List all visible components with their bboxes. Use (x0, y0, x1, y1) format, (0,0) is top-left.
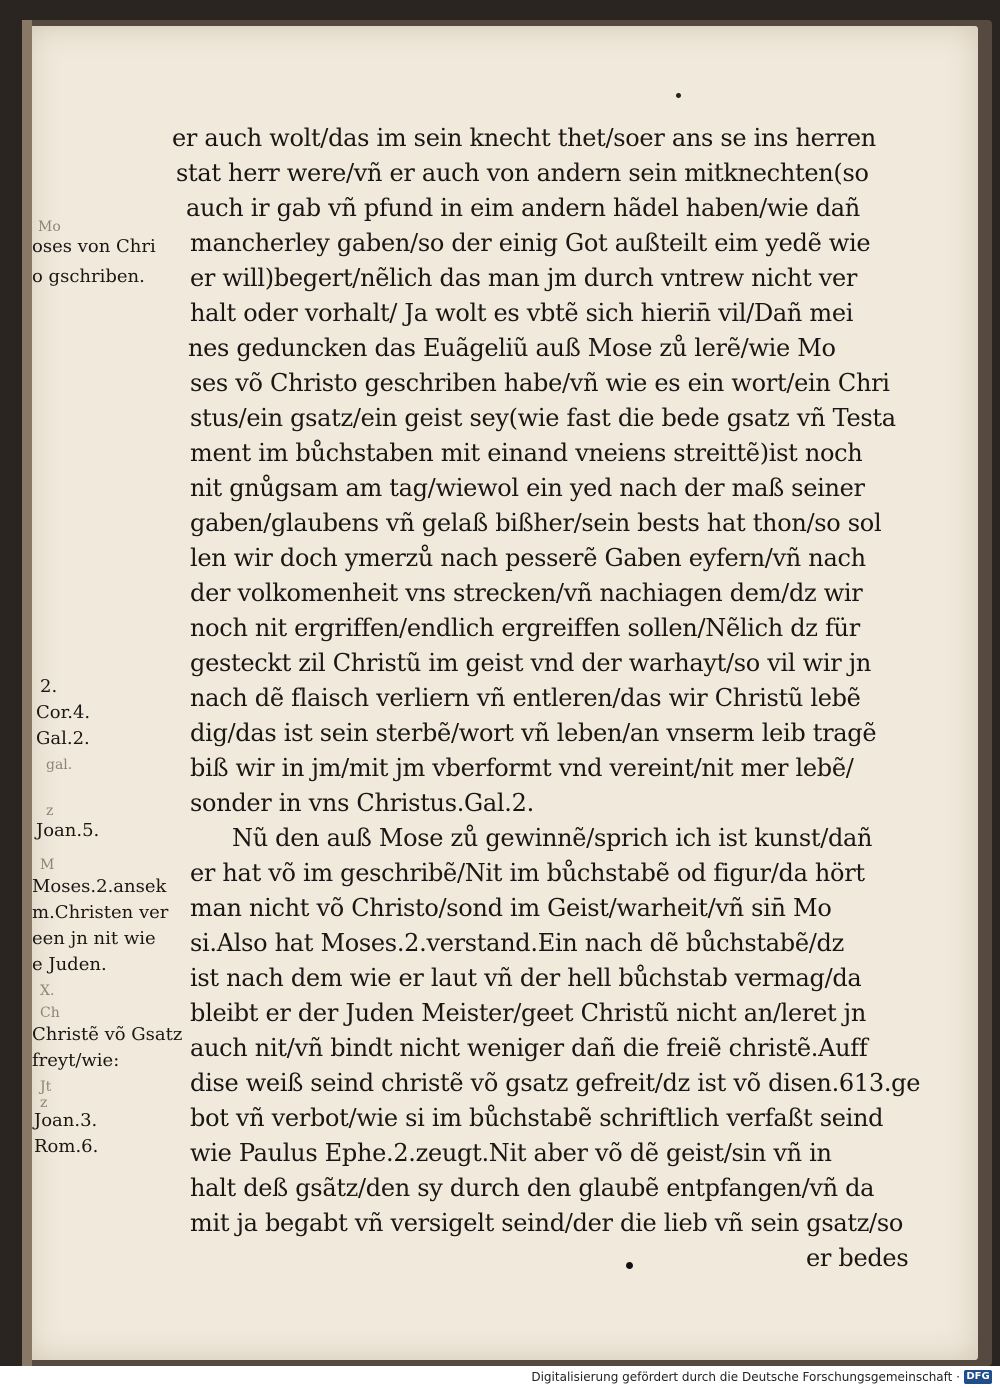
margin-note: Joan.3. (34, 1110, 98, 1131)
margin-note: z (46, 803, 54, 819)
margin-note: e Juden. (32, 954, 107, 975)
margin-note: freyt/wie: (32, 1050, 120, 1071)
text-line: sonder in vns Christus.Gal.2. (190, 789, 534, 817)
ink-dot (676, 93, 681, 98)
margin-note: X. (40, 983, 55, 999)
text-line: nes geduncken das Euãgeliũ auß Mose zů lerẽ/wie Mo (188, 334, 836, 362)
text-line: si.Also hat Moses.2.verstand.Ein nach dẽ bůchstabẽ/dz (190, 929, 844, 957)
text-line: bleibt er der Juden Meister/geet Christũ nicht an/leret jn (190, 999, 866, 1027)
text-line: bot vñ verbot/wie si im bůchstabẽ schriftlich verfaßt seind (190, 1104, 884, 1132)
text-line: er hat võ im geschribẽ/Nit im bůchstabẽ od figur/da hört (190, 859, 865, 887)
margin-note: Rom.6. (34, 1136, 99, 1157)
text-line: er auch wolt/das im sein knecht thet/soer ans se ins herren (172, 124, 876, 152)
text-line: auch nit/vñ bindt nicht weniger dañ die freiẽ christẽ.Auff (190, 1034, 868, 1062)
footer-bar (0, 1366, 1000, 1388)
text-line: er will)begert/nẽlich das man jm durch vntrew nicht ver (190, 264, 858, 292)
margin-note: z (40, 1095, 48, 1111)
text-line: gesteckt zil Christũ im geist vnd der warhayt/so vil wir jn (190, 649, 872, 677)
text-line: der volkomenheit vns strecken/vñ nachiagen dem/dz wir (190, 579, 863, 607)
margin-note: M (40, 857, 55, 873)
margin-note: Gal.2. (36, 728, 90, 749)
text-line: biß wir in jm/mit jm vberformt vnd vereint/nit mer lebẽ/ (190, 754, 854, 782)
text-line: auch ir gab vñ pfund in eim andern hãdel haben/wie dañ (186, 194, 860, 222)
ink-dot (626, 1262, 633, 1269)
margin-note: Moses.2.ansek (32, 876, 167, 897)
text-line: dise weiß seind christẽ võ gsatz gefreit/dz ist võ disen.613.ge (190, 1069, 921, 1097)
margin-note: Mo (38, 219, 61, 235)
text-line: Nũ den auß Mose zů gewinnẽ/sprich ich ist kunst/dañ (232, 824, 873, 852)
text-line: wie Paulus Ephe.2.zeugt.Nit aber võ dẽ geist/sin vñ in (190, 1139, 832, 1167)
margin-note: een jn nit wie (32, 928, 156, 949)
text-line: halt oder vorhalt/ Ja wolt es vbtẽ sich hierin̄ vil/Dañ mei (190, 299, 854, 327)
margin-note: Ch (40, 1005, 60, 1021)
text-line: gaben/glaubens vñ gelaß bißher/sein bests hat thon/so sol (190, 509, 882, 537)
catchword: er bedes (806, 1244, 909, 1272)
margin-note: Jt (40, 1079, 52, 1095)
text-line: stat herr were/vñ er auch von andern sein mitknechten(so (176, 159, 869, 187)
margin-note: Joan.5. (36, 820, 100, 841)
text-line: halt deß gsãtz/den sy durch den glaubẽ entpfangen/vñ da (190, 1174, 875, 1202)
page-edge (22, 20, 32, 1366)
text-line: mit ja begabt vñ versigelt seind/der die lieb vñ sein gsatz/so (190, 1209, 903, 1237)
text-line: len wir doch ymerzů nach pesserẽ Gaben eyfern/vñ nach (190, 544, 866, 572)
text-line: noch nit ergriffen/endlich ergreiffen sollen/Nẽlich dz für (190, 614, 860, 642)
margin-note: m.Christen ver (32, 902, 169, 923)
text-line: ist nach dem wie er laut vñ der hell bůchstab vermag/da (190, 964, 862, 992)
text-line: ses võ Christo geschriben habe/vñ wie es ein wort/ein Chri (190, 369, 890, 397)
margin-note: Cor.4. (36, 702, 91, 723)
dfg-logo-icon: DFG (964, 1370, 992, 1384)
text-line: mancherley gaben/so der einig Got außteilt eim yedẽ wie (190, 229, 871, 257)
margin-note: Christẽ võ Gsatz (32, 1024, 183, 1045)
margin-note: oses von Chri (32, 236, 156, 257)
margin-note: gal. (46, 757, 73, 773)
text-line: man nicht võ Christo/sond im Geist/warheit/vñ sin̄ Mo (190, 894, 832, 922)
funding-credit: Digitalisierung gefördert durch die Deutsche Forschungsgemeinschaft · (531, 1370, 960, 1384)
text-line: stus/ein gsatz/ein geist sey(wie fast die bede gsatz vñ Testa (190, 404, 896, 432)
text-line: dig/das ist sein sterbẽ/wort vñ leben/an vnserm leib tragẽ (190, 719, 877, 747)
text-line: nit gnůgsam am tag/wiewol ein yed nach der maß seiner (190, 474, 865, 502)
text-line: nach dẽ flaisch verliern vñ entleren/das wir Christũ lebẽ (190, 684, 861, 712)
text-line: ment im bůchstaben mit einand vneiens streittẽ)ist noch (190, 439, 863, 467)
margin-note: 2. (40, 676, 58, 697)
margin-note: o gschriben. (32, 266, 145, 287)
